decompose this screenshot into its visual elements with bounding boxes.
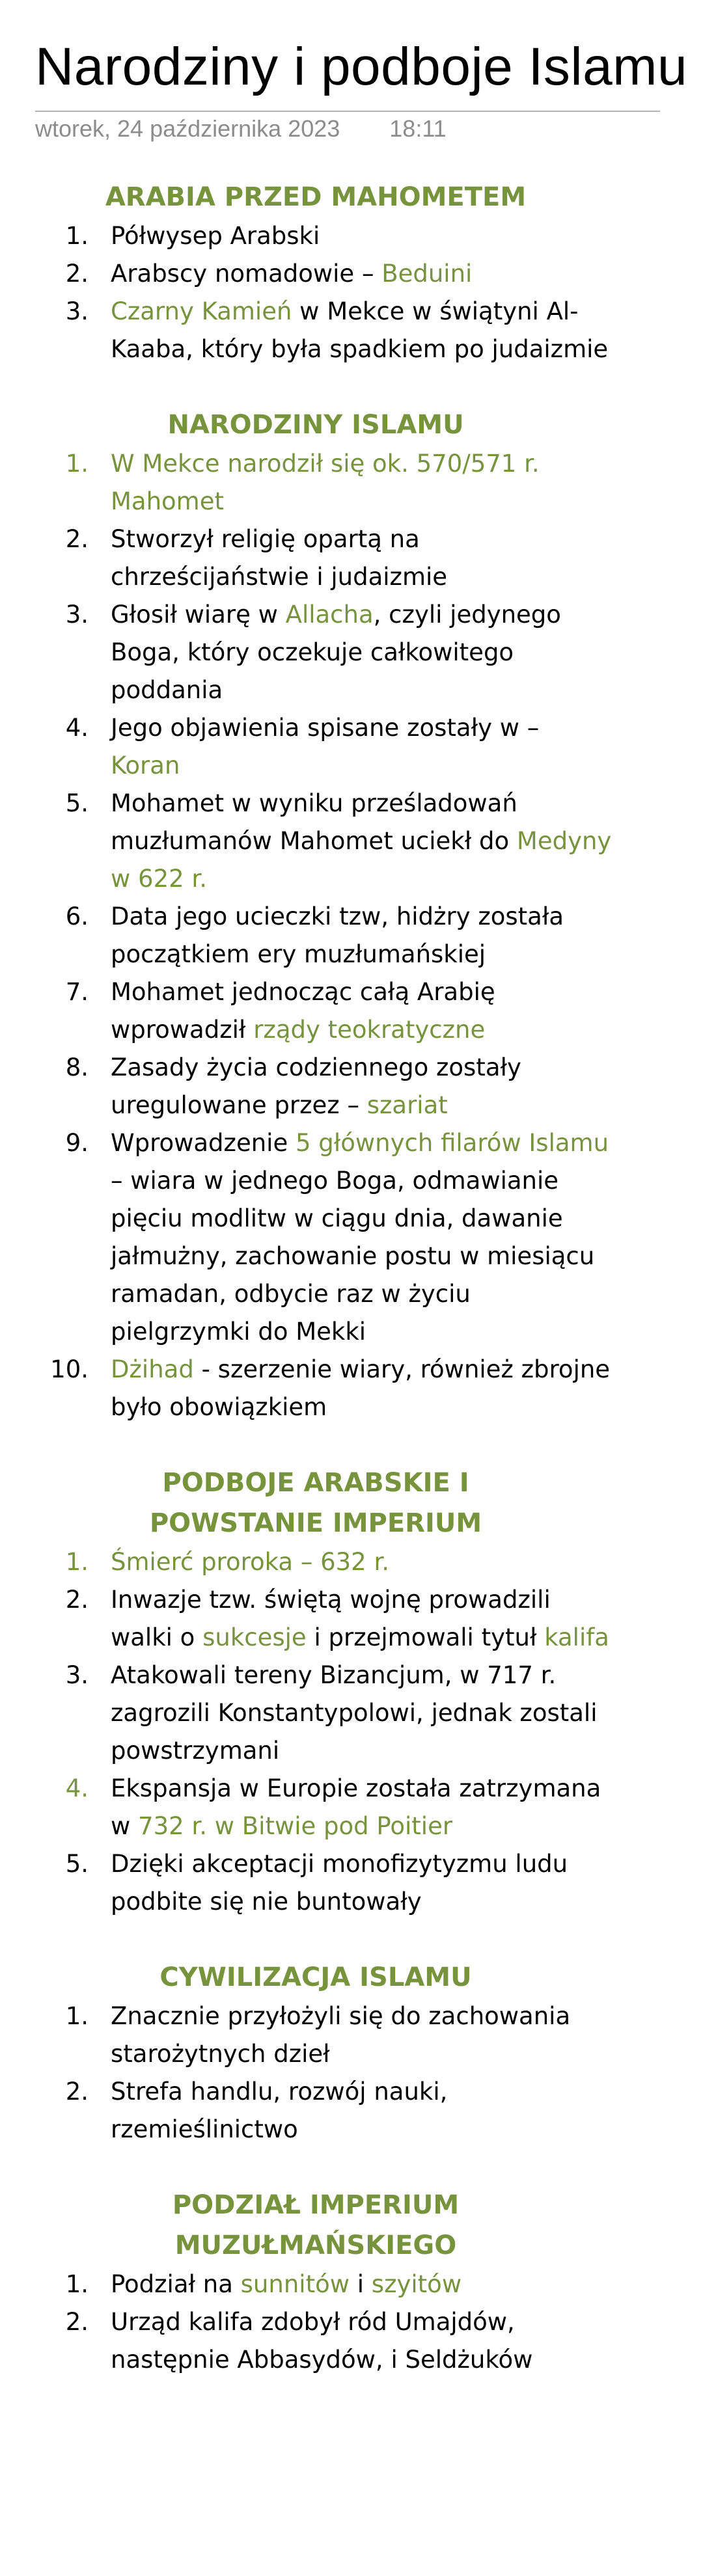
highlighted-text: szyitów	[371, 2270, 462, 2298]
note-content	[46, 177, 612, 2415]
page-time: 18:11	[389, 115, 447, 142]
section	[46, 1463, 612, 1921]
list-item-text: Podział na	[111, 2270, 241, 2298]
list-item-number: 5.	[65, 789, 89, 817]
page-title: Narodziny i podboje Islamu	[35, 37, 688, 96]
list-item-number: 8.	[65, 1053, 89, 1081]
list-item	[46, 596, 612, 709]
section-heading: CYWILIZACJA ISLAMU	[159, 1962, 472, 1992]
section-heading: PODBOJE ARABSKIE I POWSTANIE IMPERIUM	[149, 1468, 482, 1538]
list-item-text: – wiara w jednego Boga, odmawianie pięciu modlitw w ciągu dnia, dawanie jałmużny, zachowanie postu w miesiącu ramadan, odbycie raz w życiu pielgrzymki do Mekki	[111, 1167, 595, 1346]
list-item-number: 1.	[65, 2270, 89, 2298]
list-item	[46, 521, 612, 596]
section-heading: ARABIA PRZED MAHOMETEM	[105, 182, 527, 212]
list-item-text: Stworzył religię opartą na chrześcijaństwie i judaizmie	[111, 525, 448, 591]
section	[46, 405, 612, 1426]
list-item-number: 3.	[65, 297, 89, 325]
list-item-number: 1.	[65, 450, 89, 478]
numbered-list	[46, 1543, 612, 1921]
list-item-text: Strefa handlu, rozwój nauki, rzemieślinictwo	[111, 2078, 448, 2143]
list-item	[46, 2266, 612, 2303]
list-item-number: 4.	[65, 714, 89, 742]
page-meta	[35, 115, 447, 142]
list-item	[46, 1657, 612, 1770]
list-item-number: 1.	[65, 1548, 89, 1576]
highlighted-text: rządy teokratyczne	[253, 1016, 486, 1044]
list-item-number: 9.	[65, 1129, 89, 1157]
list-item-number: 2.	[65, 2308, 89, 2336]
list-item-text: Mohamet w wyniku prześladowań muzłumanów Mahomet uciekł do	[111, 789, 517, 855]
highlighted-text: sukcesje	[202, 1623, 307, 1651]
list-item-text: Arabscy nomadowie –	[111, 260, 382, 288]
list-item	[46, 898, 612, 973]
list-item-number: 2.	[65, 525, 89, 553]
list-item-text: - szerzenie wiary, również zbrojne było obowiązkiem	[111, 1355, 611, 1421]
numbered-list	[46, 1998, 612, 2149]
list-item	[46, 1049, 612, 1124]
list-item-number: 3.	[65, 601, 89, 629]
list-item-text: Wprowadzenie	[111, 1129, 296, 1157]
highlighted-text: Medyny w 622 r.	[111, 827, 612, 893]
list-item-text: Inwazje tzw. świętą wojnę prowadzili walki o	[111, 1586, 551, 1651]
list-item-text: w Mekce w świątyni Al-Kaaba, który była spadkiem po judaizmie	[111, 297, 609, 363]
list-item-number: 2.	[65, 1586, 89, 1614]
highlighted-text: kalifa	[544, 1623, 609, 1651]
section-heading: PODZIAŁ IMPERIUM MUZUŁMAŃSKIEGO	[172, 2190, 460, 2260]
list-item-text: Głosił wiarę w	[111, 601, 286, 629]
section	[46, 2185, 612, 2379]
list-item-number: 3.	[65, 1661, 89, 1689]
highlighted-text: sunnitów	[240, 2270, 350, 2298]
section	[46, 177, 612, 368]
list-item-text: Znacznie przyłożyli się do zachowania starożytnych dzieł	[111, 2002, 571, 2068]
list-item	[46, 445, 612, 521]
list-item-number: 4.	[65, 1774, 89, 1802]
list-item-number: 2.	[65, 260, 89, 288]
section	[46, 1957, 612, 2149]
list-item-text: Dzięki akceptacji monofizytyzmu ludu podbite się nie buntowały	[111, 1850, 568, 1916]
highlighted-text: Koran	[111, 752, 180, 780]
numbered-list	[46, 217, 612, 368]
highlighted-text: Allacha	[285, 601, 374, 629]
highlighted-text: 732 r. w Bitwie pod Poitier	[138, 1812, 453, 1840]
list-item-text: , czyli jedynego Boga, który oczekuje całkowitego poddania	[111, 601, 561, 704]
list-item-number: 5.	[65, 1850, 89, 1878]
highlighted-text: 5 głównych filarów Islamu	[295, 1129, 609, 1157]
list-item-number: 1.	[65, 222, 89, 250]
page-date: wtorek, 24 października 2023	[35, 115, 340, 142]
list-item	[46, 1351, 612, 1426]
list-item	[46, 255, 612, 293]
list-item-text: Data jego ucieczki tzw, hidżry została początkiem ery muzłumańskiej	[111, 902, 564, 968]
title-divider	[35, 111, 660, 112]
list-item-number: 1.	[65, 2002, 89, 2030]
numbered-list	[46, 445, 612, 1426]
highlighted-text: Śmierć proroka – 632 r.	[111, 1548, 390, 1576]
list-item-text: Urząd kalifa zdobył ród Umajdów, następnie Abbasydów, i Seldżuków	[111, 2308, 533, 2374]
list-item	[46, 1581, 612, 1657]
highlighted-text: Dżihad	[111, 1355, 194, 1383]
list-item	[46, 1770, 612, 1845]
list-item-text: Jego objawienia spisane zostały w –	[111, 714, 540, 742]
numbered-list	[46, 2266, 612, 2379]
list-item	[46, 1543, 612, 1581]
list-item-text: Półwysep Arabski	[111, 222, 320, 250]
section-heading: NARODZINY ISLAMU	[167, 410, 464, 440]
list-item-text: Ekspansja w Europie została zatrzymana w	[111, 1774, 601, 1840]
list-item	[46, 1845, 612, 1921]
highlighted-text: Beduini	[381, 260, 473, 288]
list-item	[46, 2073, 612, 2149]
list-item-number: 10.	[50, 1355, 89, 1383]
list-item-text: i	[349, 2270, 372, 2298]
list-item-text: Atakowali tereny Bizancjum, w 717 r. zagrozili Konstantypolowi, jednak zostali powstrzymani	[111, 1661, 598, 1765]
list-item-number: 2.	[65, 2078, 89, 2106]
list-item-text: Mohamet jednocząc całą Arabię wprowadził	[111, 978, 495, 1044]
list-item	[46, 293, 612, 368]
highlighted-text: Czarny Kamień	[111, 297, 292, 325]
list-item	[46, 2303, 612, 2379]
list-item	[46, 709, 612, 785]
list-item-text: i przejmowali tytuł	[306, 1623, 545, 1651]
list-item-text: Zasady życia codziennego zostały uregulowane przez –	[111, 1053, 521, 1119]
list-item-number: 7.	[65, 978, 89, 1006]
list-item	[46, 973, 612, 1049]
list-item	[46, 217, 612, 255]
list-item	[46, 785, 612, 898]
highlighted-text: W Mekce narodził się ok. 570/571 r. Mahomet	[111, 450, 540, 515]
list-item-number: 6.	[65, 902, 89, 930]
list-item	[46, 1124, 612, 1351]
list-item	[46, 1998, 612, 2073]
highlighted-text: szariat	[366, 1091, 448, 1119]
